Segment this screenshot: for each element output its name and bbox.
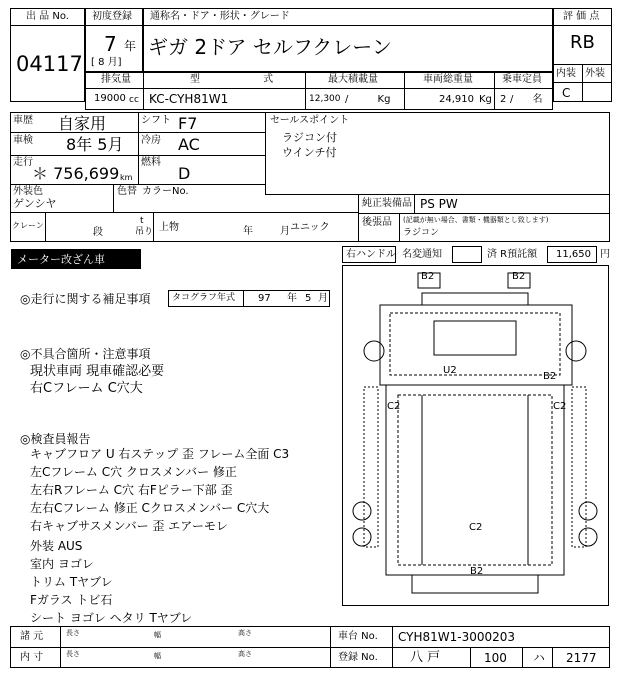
tacho-label: タコグラフ年式 — [172, 293, 236, 303]
history-label: 車歴 — [13, 115, 33, 126]
mark-c2-center-frame: C2 — [469, 522, 483, 533]
mark-b2-rear-bumper: B2 — [470, 566, 484, 577]
interior-grade-label: 内装 — [556, 68, 576, 79]
report-line-9: Fガラス トビ石 — [30, 593, 113, 607]
sales-point-label: セールスポイント — [270, 115, 350, 126]
model-label: 型 式 — [190, 74, 304, 85]
crane-year-label: 年 — [243, 226, 253, 237]
exterior-color-label: 外装色 — [13, 186, 43, 197]
aftermarket-value: ラジコン — [403, 228, 440, 238]
inspector-label: ◎検査員報告 — [20, 432, 91, 446]
registration-kana: ハ — [533, 651, 546, 665]
deposit-yen: 円 — [600, 249, 610, 260]
exterior-color: ゲンシヤ — [13, 197, 57, 210]
gross-weight-value: 24,910 — [439, 94, 474, 105]
report-line-4: 左右Cフレーム 修正 Cクロスメンバー C穴大 — [30, 501, 270, 515]
mileage-value: ＊ 756,699 — [32, 164, 120, 183]
mileage-unit: km — [120, 173, 133, 182]
mark-c2-left-frame: C2 — [387, 401, 401, 412]
mark-b2-left-mirror: B2 — [421, 271, 435, 282]
max-load-unit: / Kg — [345, 94, 391, 105]
report-line-7: 室内 ヨゴレ — [30, 557, 94, 571]
ac-value: AC — [178, 135, 200, 154]
registration-area: 八 戸 — [410, 650, 441, 665]
report-line-2: 左Cフレーム C穴 クロスメンバー 修正 — [30, 465, 237, 479]
model-value: KC-CYH81W1 — [149, 92, 229, 106]
chassis-label: 車台 No. — [338, 631, 378, 642]
interior-width-label: 幅 — [154, 652, 161, 660]
capacity-label: 乗車定員 — [502, 74, 542, 85]
mark-u2-cab: U2 — [443, 365, 457, 376]
first-reg-label: 初度登録 — [92, 11, 132, 22]
max-load-label: 最大積載量 — [328, 74, 378, 85]
report-line-10: シート ヨゴレ ヘタリ Tヤブレ — [30, 611, 193, 625]
fuel-value: D — [178, 164, 191, 183]
lot-number: 04117 — [16, 52, 83, 76]
deposit-label: 済 R預託額 — [487, 249, 538, 260]
max-load-value: 12,300 — [309, 94, 341, 104]
capacity-value: 2 — [500, 94, 507, 105]
name-change-box — [452, 246, 482, 263]
inspection-label: 車検 — [13, 135, 33, 146]
history-value: 自家用 — [58, 114, 107, 133]
aftermarket-label: 後張品 — [362, 217, 392, 228]
sales-point-2: ウインチ付 — [282, 146, 337, 159]
report-line-5: 右キャブサスメンバー 歪 エアーモレ — [30, 519, 228, 533]
tacho-year: 97 — [258, 293, 271, 304]
crane-mount-label: 上物 — [159, 222, 179, 233]
color-code-label: カラーNo. — [142, 186, 189, 197]
equipment-value: PS PW — [420, 197, 458, 211]
deposit-value: 11,650 — [556, 249, 591, 260]
lot-label: 出 品 No. — [26, 11, 69, 22]
tamper-flag: メーター改ざん車 — [11, 249, 141, 269]
crane-stage-label: 段 — [93, 227, 103, 238]
crane-hoist-label: 吊り — [135, 227, 154, 237]
sales-point-1: ラジコン付 — [282, 131, 337, 144]
crane-month-label: 月 — [280, 226, 290, 237]
defect-label: ◎不具合箇所・注意事項 — [20, 347, 151, 361]
displacement-value: 19000 — [94, 93, 126, 104]
displacement-label: 排気量 — [101, 74, 131, 85]
aftermarket-note: (記載が無い場合、書類・機器類とし致します) — [403, 216, 549, 224]
color-change-label: 色替 — [117, 186, 137, 197]
equipment-label: 純正装備品 — [362, 198, 412, 209]
shift-label: シフト — [141, 115, 171, 126]
year-suffix: 年 — [124, 39, 137, 53]
first-reg-year: 7 — [104, 32, 117, 56]
truck-diagram — [342, 265, 609, 606]
fuel-label: 燃料 — [141, 157, 161, 168]
report-line-3: 左右Rフレーム C穴 右Fピラー下部 歪 — [30, 483, 233, 497]
grade-label: 評 価 点 — [563, 11, 600, 22]
displacement-unit: cc — [129, 95, 139, 105]
report-line-8: トリム Tヤブレ — [30, 575, 113, 589]
gross-weight-unit: Kg — [479, 94, 492, 105]
exterior-grade-label: 外装 — [585, 68, 605, 79]
steering-value: 右ハンドル — [346, 249, 396, 260]
mileage-label: 走行 — [13, 157, 33, 168]
shift-value: F7 — [178, 114, 198, 133]
interior-length-label: 長さ — [66, 650, 80, 658]
capacity-unit: / 名 — [510, 94, 543, 105]
crane-maker: ユニック — [290, 222, 330, 233]
overall-grade: RB — [570, 32, 595, 53]
ac-label: 冷房 — [141, 135, 161, 146]
spec-length-label: 長さ — [66, 629, 80, 637]
name-change-label: 名変通知 — [402, 249, 442, 260]
interior-grade: C — [562, 86, 571, 100]
crane-label: クレーン — [12, 221, 44, 230]
car-name-label: 通称名・ドア・形状・グレード — [150, 11, 290, 22]
travel-notes-label: ◎走行に関する補足事項 — [20, 292, 151, 306]
interior-row-label: 内 寸 — [20, 652, 44, 663]
tacho-year-suffix: 年 — [287, 293, 297, 304]
tacho-month-suffix: 月 — [318, 293, 328, 304]
mark-c2-right-frame: C2 — [553, 401, 567, 412]
mark-b2-right-mirror: B2 — [512, 271, 526, 282]
defect-2: 右Cフレーム C穴大 — [30, 381, 143, 396]
registration-class: 100 — [484, 651, 507, 665]
registration-number: 2177 — [566, 651, 597, 665]
tacho-month: 5 — [305, 293, 312, 304]
registration-label: 登録 No. — [338, 652, 378, 663]
defect-1: 現状車両 現車確認必要 — [30, 364, 165, 379]
chassis-number: CYH81W1-3000203 — [398, 630, 516, 644]
crane-ton-label: t — [140, 216, 144, 226]
spec-height-label: 高さ — [238, 629, 252, 637]
gross-weight-label: 車両総重量 — [423, 74, 473, 85]
mark-b2-right-cab: B2 — [543, 371, 557, 382]
inspection-value: 8年 5月 — [66, 135, 124, 154]
first-reg-month: [ 8 月] — [91, 57, 122, 68]
car-name: ギガ 2ドア セルフクレーン — [148, 35, 392, 59]
interior-height-label: 高さ — [238, 650, 252, 658]
report-line-6: 外装 AUS — [30, 539, 83, 553]
spec-width-label: 幅 — [154, 631, 161, 639]
report-line-1: キャブフロア U 右ステップ 歪 フレーム全面 C3 — [30, 447, 290, 461]
spec-row-label: 諸 元 — [20, 631, 44, 642]
